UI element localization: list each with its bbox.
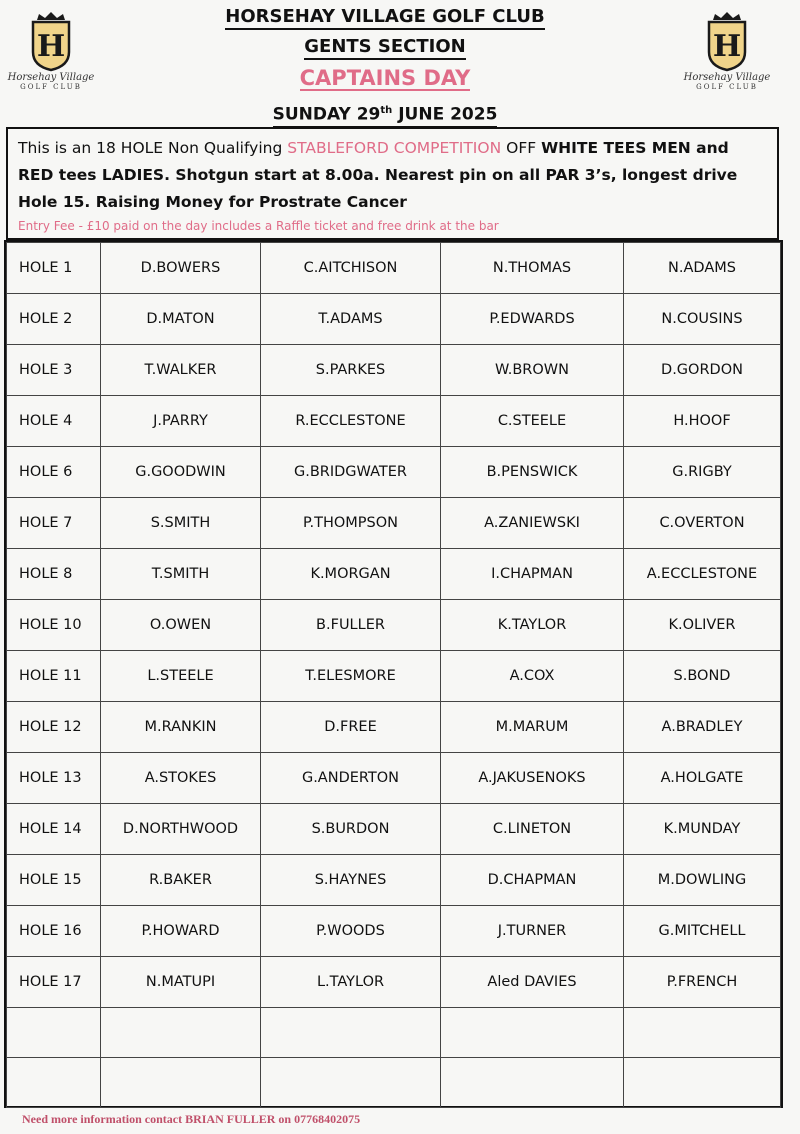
club-crest-icon xyxy=(699,12,755,72)
player-cell: C.OVERTON xyxy=(624,498,781,549)
player-cell: Aled DAVIES xyxy=(441,957,624,1008)
player-cell: P.HOWARD xyxy=(101,906,261,957)
player-cell: T.ADAMS xyxy=(261,294,441,345)
player-cell: K.OLIVER xyxy=(624,600,781,651)
empty-cell xyxy=(261,1058,441,1108)
tee-draw-table xyxy=(4,240,783,1108)
logo-club-name: Horsehay Village xyxy=(683,72,771,83)
table-row xyxy=(7,549,781,600)
player-cell: D.BOWERS xyxy=(101,243,261,294)
player-cell: S.BURDON xyxy=(261,804,441,855)
empty-cell xyxy=(101,1058,261,1108)
entry-fee-note: Entry Fee - £10 paid on the day includes a Raffle ticket and free drink at the bar xyxy=(18,219,499,233)
player-cell: B.PENSWICK xyxy=(441,447,624,498)
hole-cell: HOLE 12 xyxy=(7,702,101,753)
table-row xyxy=(7,498,781,549)
event-date: SUNDAY 29th JUNE 2025 xyxy=(150,100,620,128)
club-title: HORSEHAY VILLAGE GOLF CLUB xyxy=(150,6,620,30)
player-cell: C.LINETON xyxy=(441,804,624,855)
player-cell: D.FREE xyxy=(261,702,441,753)
player-cell: T.WALKER xyxy=(101,345,261,396)
hole-cell: HOLE 17 xyxy=(7,957,101,1008)
table-row xyxy=(7,702,781,753)
player-cell: N.ADAMS xyxy=(624,243,781,294)
empty-cell xyxy=(441,1058,624,1108)
player-cell: D.CHAPMAN xyxy=(441,855,624,906)
player-cell: A.HOLGATE xyxy=(624,753,781,804)
player-cell: B.FULLER xyxy=(261,600,441,651)
player-cell: A.COX xyxy=(441,651,624,702)
player-cell: A.ECCLESTONE xyxy=(624,549,781,600)
player-cell: J.TURNER xyxy=(441,906,624,957)
player-cell: P.WOODS xyxy=(261,906,441,957)
player-cell: I.CHAPMAN xyxy=(441,549,624,600)
hole-cell: HOLE 13 xyxy=(7,753,101,804)
player-cell: N.MATUPI xyxy=(101,957,261,1008)
player-cell: M.MARUM xyxy=(441,702,624,753)
player-cell: G.BRIDGWATER xyxy=(261,447,441,498)
logo-club-sub: GOLF CLUB xyxy=(20,83,82,91)
empty-row xyxy=(7,1058,781,1108)
hole-cell: HOLE 8 xyxy=(7,549,101,600)
player-cell: S.HAYNES xyxy=(261,855,441,906)
player-cell: A.STOKES xyxy=(101,753,261,804)
hole-cell: HOLE 7 xyxy=(7,498,101,549)
player-cell: A.JAKUSENOKS xyxy=(441,753,624,804)
section-title: GENTS SECTION xyxy=(150,36,620,60)
hole-cell: HOLE 1 xyxy=(7,243,101,294)
contact-footer: Need more information contact BRIAN FULLER on 07768402075 xyxy=(22,1112,361,1126)
player-cell: R.BAKER xyxy=(101,855,261,906)
player-cell: G.MITCHELL xyxy=(624,906,781,957)
club-logo-left xyxy=(6,12,96,92)
player-cell: S.BOND xyxy=(624,651,781,702)
club-logo-right xyxy=(682,12,772,92)
player-cell: G.ANDERTON xyxy=(261,753,441,804)
player-cell: A.ZANIEWSKI xyxy=(441,498,624,549)
player-cell: H.HOOF xyxy=(624,396,781,447)
player-cell: P.EDWARDS xyxy=(441,294,624,345)
hole-cell: HOLE 14 xyxy=(7,804,101,855)
empty-cell xyxy=(101,1008,261,1058)
table-row xyxy=(7,345,781,396)
empty-cell xyxy=(624,1008,781,1058)
player-cell: J.PARRY xyxy=(101,396,261,447)
empty-cell xyxy=(7,1008,101,1058)
hole-cell: HOLE 4 xyxy=(7,396,101,447)
table-row xyxy=(7,957,781,1008)
logo-club-sub: GOLF CLUB xyxy=(696,83,758,91)
event-title: CAPTAINS DAY xyxy=(299,66,471,90)
player-cell: K.MUNDAY xyxy=(624,804,781,855)
table-row xyxy=(7,294,781,345)
empty-row xyxy=(7,1008,781,1058)
player-cell: R.ECCLESTONE xyxy=(261,396,441,447)
player-cell: N.COUSINS xyxy=(624,294,781,345)
player-cell: P.FRENCH xyxy=(624,957,781,1008)
table-row xyxy=(7,906,781,957)
empty-cell xyxy=(441,1008,624,1058)
hole-cell: HOLE 11 xyxy=(7,651,101,702)
player-cell: L.TAYLOR xyxy=(261,957,441,1008)
player-cell: K.MORGAN xyxy=(261,549,441,600)
player-cell: N.THOMAS xyxy=(441,243,624,294)
hole-cell: HOLE 6 xyxy=(7,447,101,498)
player-cell: C.STEELE xyxy=(441,396,624,447)
player-cell: G.RIGBY xyxy=(624,447,781,498)
player-cell: G.GOODWIN xyxy=(101,447,261,498)
empty-cell xyxy=(7,1058,101,1108)
hole-cell: HOLE 10 xyxy=(7,600,101,651)
player-cell: W.BROWN xyxy=(441,345,624,396)
table-row xyxy=(7,600,781,651)
player-cell: C.AITCHISON xyxy=(261,243,441,294)
table-row xyxy=(7,243,781,294)
hole-cell: HOLE 16 xyxy=(7,906,101,957)
player-cell: T.SMITH xyxy=(101,549,261,600)
player-cell: M.RANKIN xyxy=(101,702,261,753)
table-row xyxy=(7,396,781,447)
player-cell: M.DOWLING xyxy=(624,855,781,906)
hole-cell: HOLE 2 xyxy=(7,294,101,345)
draw-table-body xyxy=(7,243,781,1108)
table-row xyxy=(7,753,781,804)
player-cell: L.STEELE xyxy=(101,651,261,702)
svg-text:H: H xyxy=(36,29,66,64)
player-cell: D.NORTHWOOD xyxy=(101,804,261,855)
svg-text:H: H xyxy=(712,29,742,64)
table-row xyxy=(7,447,781,498)
empty-cell xyxy=(624,1058,781,1108)
player-cell: T.ELESMORE xyxy=(261,651,441,702)
player-cell: D.GORDON xyxy=(624,345,781,396)
table-row xyxy=(7,804,781,855)
player-cell: P.THOMPSON xyxy=(261,498,441,549)
player-cell: D.MATON xyxy=(101,294,261,345)
player-cell: S.SMITH xyxy=(101,498,261,549)
player-cell: A.BRADLEY xyxy=(624,702,781,753)
hole-cell: HOLE 15 xyxy=(7,855,101,906)
hole-cell: HOLE 3 xyxy=(7,345,101,396)
competition-info-box xyxy=(6,127,779,240)
player-cell: S.PARKES xyxy=(261,345,441,396)
table-row xyxy=(7,855,781,906)
competition-description: This is an 18 HOLE Non Qualifying STABLEFORD COMPETITION OFF WHITE TEES MEN and RED tees LADIES. Shotgun start at 8.00a. Nearest pin on all PAR 3’s, longest drive Hole 15. Raising Money for Prostrate Cancer xyxy=(18,139,738,211)
player-cell: O.OWEN xyxy=(101,600,261,651)
table-row xyxy=(7,651,781,702)
club-crest-icon xyxy=(23,12,79,72)
player-cell: K.TAYLOR xyxy=(441,600,624,651)
logo-club-name: Horsehay Village xyxy=(7,72,95,83)
empty-cell xyxy=(261,1008,441,1058)
